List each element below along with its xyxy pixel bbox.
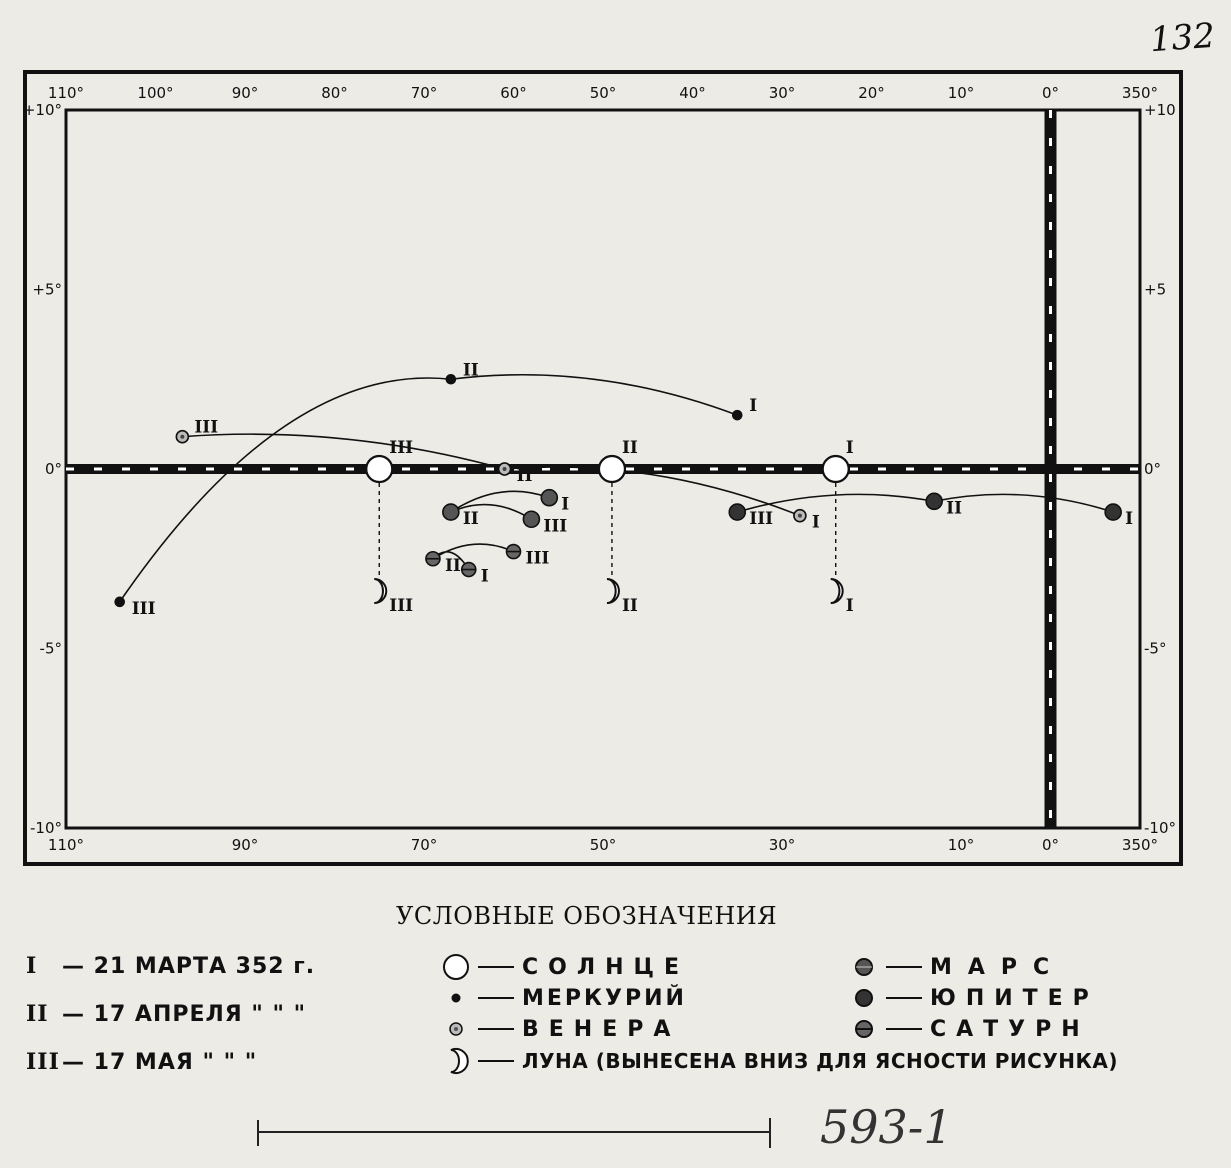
sun-icon <box>440 952 472 982</box>
legend-date-i <box>26 950 315 998</box>
jupiter-icon <box>848 983 880 1013</box>
mercury-point-label: I <box>749 396 758 417</box>
mars-point <box>541 490 557 506</box>
legend-date-roman: II <box>26 1001 49 1027</box>
jupiter-point-label: II <box>946 498 963 519</box>
top-tick-label: 20° <box>858 84 885 102</box>
top-tick-label: 70° <box>410 84 438 102</box>
legend-moon <box>440 1046 1118 1076</box>
moon-crescent-icon <box>440 1046 472 1076</box>
mercury-track-line <box>120 375 738 602</box>
prime-meridian-band <box>1045 110 1057 828</box>
bottom-tick-label: 90° <box>231 836 259 854</box>
jupiter-track-line <box>737 494 1113 512</box>
legend-mercury-label: МЕРКУРИЙ <box>522 985 687 1011</box>
top-tick-label: 30° <box>768 84 796 102</box>
mercury-point-label: III <box>131 598 156 619</box>
right-tick-label: +5 <box>1144 280 1167 299</box>
top-tick-label: 110° <box>47 84 85 102</box>
legend-dash <box>886 966 922 968</box>
legend-date-iii <box>26 1046 315 1094</box>
moon-crescent <box>374 579 386 603</box>
venus-point-core <box>503 467 507 471</box>
left-tick-label: 0° <box>44 460 62 478</box>
right-tick-label: -10° <box>1144 819 1176 837</box>
venus-point-label: II <box>516 466 533 486</box>
left-tick-label: +10° <box>22 101 62 119</box>
jupiter-point-label: I <box>1125 509 1134 530</box>
legend-dates <box>26 950 315 1094</box>
archive-number: 593-1 <box>820 1100 953 1154</box>
right-tick-label: 0° <box>1144 460 1162 478</box>
legend-date-text: — 21 МАРТА 352 г. <box>62 954 316 979</box>
legend-saturn <box>848 1014 1090 1044</box>
legend-date-text: — 17 АПРЕЛЯ " " " <box>62 1002 307 1027</box>
mars-point-label: II <box>462 509 479 530</box>
right-tick-label: -5° <box>1144 639 1167 658</box>
top-tick-label: 50° <box>589 84 617 102</box>
legend-dash <box>478 1060 514 1062</box>
bottom-tick-label: 0° <box>1041 836 1060 854</box>
saturn-point-label: III <box>525 548 550 569</box>
legend-date-roman: III <box>26 1049 60 1075</box>
venus-track-line <box>182 434 504 469</box>
mercury-point <box>733 411 742 420</box>
legend-venus <box>440 1014 680 1044</box>
moon-label: II <box>621 596 638 617</box>
top-tick-label: 10° <box>947 84 975 102</box>
legend-dash <box>886 997 922 999</box>
corner-page-number: 132 <box>1148 15 1217 61</box>
saturn-point-label: II <box>444 555 461 576</box>
bottom-tick-label: 110° <box>47 836 85 854</box>
mars-point-label: I <box>561 494 570 515</box>
sun-point <box>599 456 625 482</box>
legend-dash <box>886 1028 922 1030</box>
mars-point <box>443 504 459 520</box>
mars-point <box>523 511 539 527</box>
mars-icon <box>848 952 880 982</box>
sun-point-label: I <box>845 438 854 458</box>
venus-icon <box>440 1014 472 1044</box>
mercury-point-label: II <box>462 360 479 381</box>
mercury-point <box>446 375 455 384</box>
sun-point <box>366 456 392 482</box>
mercury-icon <box>440 983 472 1013</box>
top-tick-label: 100° <box>137 84 174 102</box>
bottom-tick-label: 350° <box>1121 836 1159 854</box>
jupiter-point-label: III <box>749 509 774 530</box>
venus-point-core <box>798 514 802 518</box>
legend-dash <box>478 997 514 999</box>
top-tick-label: 80° <box>321 84 348 102</box>
jupiter-point <box>1105 504 1121 520</box>
sun-point-label: III <box>389 438 414 458</box>
venus-point-core <box>180 435 184 439</box>
planet-tracks <box>120 375 1113 602</box>
right-tick-label: +10 <box>1144 101 1176 119</box>
bottom-tick-label: 50° <box>589 836 617 854</box>
jupiter-point <box>926 493 942 509</box>
legend-title: УСЛОВНЫЕ ОБОЗНАЧЕНИЯ <box>396 902 778 930</box>
saturn-point-label: I <box>480 566 489 587</box>
top-tick-label: 40° <box>679 84 706 102</box>
top-tick-label: 60° <box>500 84 527 102</box>
legend-mars-label: МАРС <box>930 954 1066 980</box>
top-tick-label: 90° <box>231 84 259 102</box>
legend-date-ii <box>26 998 315 1046</box>
left-tick-label: -10° <box>30 819 62 837</box>
bottom-tick-label: 30° <box>768 836 796 854</box>
legend-sun <box>440 952 689 982</box>
legend-jupiter-label: ЮПИТЕР <box>930 985 1099 1011</box>
mars-point-label: III <box>543 516 568 537</box>
moon-crescent <box>831 579 843 603</box>
moon-label: III <box>389 596 414 617</box>
sun-point <box>823 456 849 482</box>
legend-jupiter <box>848 983 1099 1013</box>
jupiter-point <box>729 504 745 520</box>
mercury-point <box>115 597 124 606</box>
legend-sun-label: СОЛНЦЕ <box>522 954 689 980</box>
legend-saturn-label: САТУРН <box>930 1016 1090 1042</box>
venus-point-label: I <box>811 512 820 533</box>
top-tick-label: 0° <box>1041 84 1060 102</box>
venus-point-label: III <box>194 417 219 438</box>
legend-dash <box>478 966 514 968</box>
legend-date-text: — 17 МАЯ " " " <box>62 1050 258 1075</box>
left-tick-label: -5° <box>39 639 62 658</box>
legend-date-roman: I <box>26 953 38 979</box>
scale-bar <box>250 1112 780 1152</box>
legend-mars <box>848 952 1065 982</box>
bottom-tick-label: 70° <box>410 836 438 854</box>
top-tick-label: 350° <box>1121 84 1159 102</box>
sun-point-label: II <box>621 438 638 458</box>
moon-crescent <box>607 579 619 603</box>
legend-mercury <box>440 983 687 1013</box>
legend-venus-label: ВЕНЕРА <box>522 1016 681 1042</box>
chart-marks <box>115 360 1133 619</box>
left-tick-label: +5° <box>32 280 62 299</box>
legend-dash <box>478 1028 514 1030</box>
legend-moon-label: ЛУНА (ВЫНЕСЕНА ВНИЗ ДЛЯ ЯСНОСТИ РИСУНКА) <box>522 1049 1118 1073</box>
bottom-tick-label: 10° <box>947 836 975 854</box>
moon-label: I <box>845 596 854 617</box>
saturn-icon <box>848 1014 880 1044</box>
